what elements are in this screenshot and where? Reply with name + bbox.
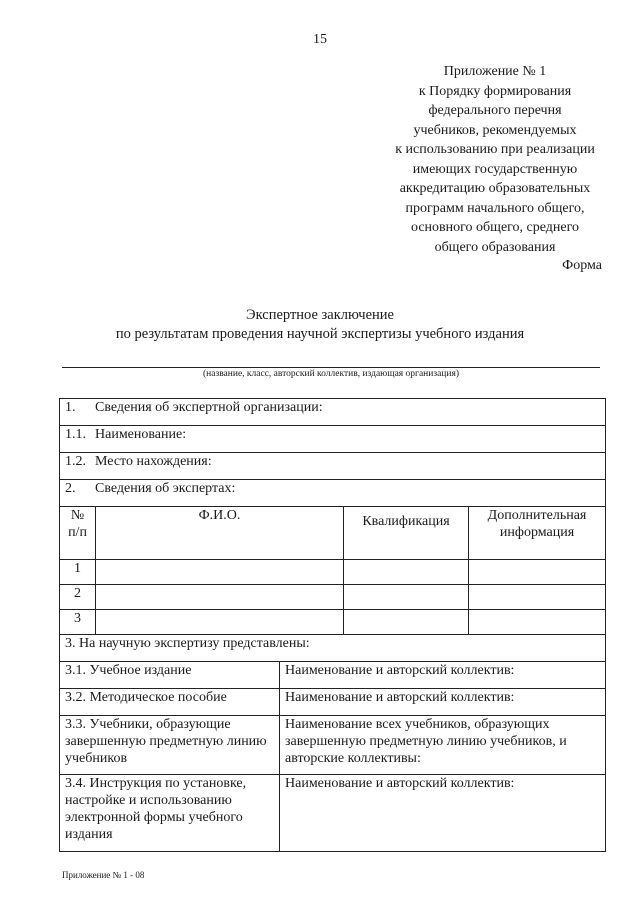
section-2-cell[interactable] (60, 480, 606, 507)
appendix-line: основного общего, среднего (410, 220, 580, 235)
manual-name-field[interactable]: Наименование и авторский коллектив: (280, 689, 606, 716)
page-footer: Приложение № 1 - 08 (62, 870, 145, 880)
section-3-2-row (60, 689, 606, 716)
appendix-line: федерального перечня (428, 103, 562, 118)
textbook-line-label-cell: 3.3. Учебники, образующие завершенную предметную линию учебников (60, 716, 280, 775)
instruction-name-field[interactable]: Наименование и авторский коллектив: (280, 775, 606, 852)
page-number: 15 (313, 32, 327, 47)
instruction-label-cell: 3.4. Инструкция по установке, настройке и использованию электронной формы учебного издания (60, 775, 280, 852)
section-3-4-row (60, 775, 606, 852)
appendix-line: аккредитацию образовательных (399, 181, 591, 196)
expert-fio-cell[interactable] (96, 560, 344, 585)
expert-fio-cell[interactable] (96, 610, 344, 635)
experts-header-row (60, 507, 606, 560)
expert-info-cell[interactable] (469, 560, 606, 585)
section-label: Место нахождения: (95, 454, 212, 469)
section-number: 1.1. (65, 427, 86, 442)
appendix-heading (360, 62, 630, 257)
section-1-row (60, 399, 606, 426)
section-1-1-row (60, 426, 606, 453)
expert-row (60, 585, 606, 610)
expert-info-cell[interactable] (469, 610, 606, 635)
expert-qualification-cell[interactable] (344, 585, 469, 610)
organization-name-cell[interactable] (60, 426, 606, 453)
expert-row-number: 3 (60, 610, 96, 635)
col-header-qualification: Квалификация (344, 507, 469, 560)
appendix-line: Приложение № 1 (443, 64, 547, 79)
col-header-fio: Ф.И.О. (96, 507, 344, 560)
section-3-cell: 3. На научную экспертизу представлены: (60, 635, 606, 662)
organization-location-cell[interactable] (60, 453, 606, 480)
title-line-2: по результатам проведения научной экспертизы учебного издания (115, 326, 525, 342)
section-number: 2. (65, 481, 76, 496)
title-line-1: Экспертное заключение (246, 307, 394, 323)
edition-name-caption: (название, класс, авторский коллектив, издающая организация) (202, 369, 459, 379)
textbook-label-cell: 3.1. Учебное издание (60, 662, 280, 689)
textbook-line-names-field[interactable]: Наименование всех учебников, образующих завершенную предметную линию учебников, и авторские коллективы: (280, 716, 606, 775)
document-title (0, 306, 640, 344)
appendix-line: общего образования (434, 239, 556, 255)
appendix-line: к Порядку формирования (418, 83, 572, 99)
col-header-additional-info: Дополнительная информация (469, 507, 606, 560)
appendix-line: программ начального общего, (405, 200, 585, 216)
section-2-row (60, 480, 606, 507)
expert-fio-cell[interactable] (96, 585, 344, 610)
expert-info-cell[interactable] (469, 585, 606, 610)
section-number: 1. (65, 400, 76, 415)
form-label: Форма (562, 258, 602, 273)
section-label: Сведения об экспертах: (95, 481, 236, 496)
edition-name-field-line[interactable] (62, 367, 600, 368)
expert-row (60, 610, 606, 635)
section-number: 1.2. (65, 454, 86, 469)
section-3-1-row (60, 662, 606, 689)
textbook-name-field[interactable]: Наименование и авторский коллектив: (280, 662, 606, 689)
section-1-2-row (60, 453, 606, 480)
col-header-num: № п/п (60, 507, 96, 560)
section-label: Сведения об экспертной организации: (95, 400, 323, 415)
expert-row-number: 1 (60, 560, 96, 585)
expert-qualification-cell[interactable] (344, 610, 469, 635)
section-label: Наименование: (95, 427, 187, 442)
appendix-line: к использованию при реализации (395, 142, 595, 157)
section-3-row (60, 635, 606, 662)
expert-row-number: 2 (60, 585, 96, 610)
appendix-line: имеющих государственную (412, 161, 578, 177)
expert-qualification-cell[interactable] (344, 560, 469, 585)
appendix-line: учебников, рекомендуемых (413, 122, 577, 138)
section-3-3-row (60, 716, 606, 775)
section-1-cell[interactable] (60, 399, 606, 426)
manual-label-cell: 3.2. Методическое пособие (60, 689, 280, 716)
expert-conclusion-table (59, 398, 606, 852)
expert-row (60, 560, 606, 585)
